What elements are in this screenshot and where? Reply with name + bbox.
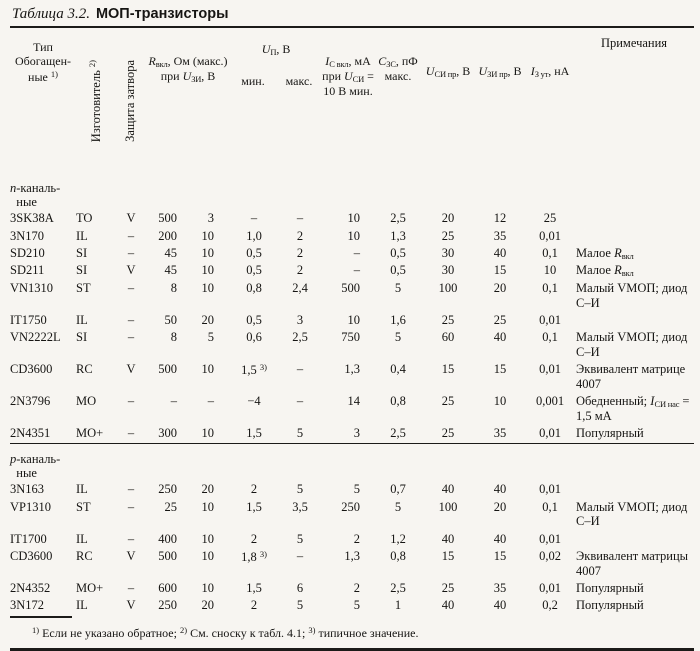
header-notes: Примечания [600, 35, 668, 50]
u-ds-max: 40 [441, 598, 455, 613]
manufacturer: IL [76, 228, 88, 243]
u-gs-value: 10 [201, 280, 214, 295]
i-d-on: 1,3 [344, 548, 361, 563]
c-gs: 1 [394, 598, 402, 613]
header-i-on: $I_{С вкл}$, мА при $U_{СИ} = 10$ В мин. [322, 53, 374, 99]
gate-protection: – [127, 426, 135, 441]
u-threshold-max: 6 [296, 580, 304, 595]
i-gate-leak: 0,1 [542, 280, 558, 295]
manufacturer: SI [76, 330, 88, 345]
u-threshold-min: 1,5 $^{3)}$ [241, 362, 267, 378]
r-on-value: 400 [158, 531, 177, 546]
r-on-value: 250 [158, 482, 177, 497]
u-threshold-min: 0,6 [246, 330, 262, 345]
gate-protection: – [127, 531, 135, 546]
u-threshold-max: – [296, 548, 304, 563]
i-gate-leak: 0,01 [539, 228, 561, 243]
section-header-row [10, 443, 694, 481]
c-gs: 1,3 [390, 228, 406, 243]
manufacturer: RC [76, 548, 93, 563]
note: Популярный [576, 598, 644, 613]
section-header-row [10, 176, 694, 211]
table-caption: Таблица 3.2. [12, 6, 90, 22]
u-threshold-min: 1,0 [246, 228, 262, 243]
u-gs-max: 40 [493, 245, 507, 260]
i-d-on: – [353, 263, 361, 278]
header-manufacturer-label: Изготовитель $^{2)}$ [87, 59, 104, 142]
i-d-on: 3 [353, 426, 361, 441]
note: Малое $R_{вкл}$ [576, 245, 634, 261]
u-gs-max: 35 [493, 580, 507, 595]
manufacturer: SI [76, 245, 88, 260]
u-threshold-min: 2 [250, 482, 258, 497]
part-number: 2N4351 [10, 426, 51, 441]
part-number: VN2222L [10, 330, 61, 345]
u-gs-max: 15 [493, 263, 507, 278]
note: Популярный [576, 426, 644, 441]
u-threshold-max: 3,5 [292, 499, 308, 514]
u-gs-max: 35 [493, 426, 507, 441]
i-gate-leak: 0,01 [539, 580, 561, 595]
r-on-value: 300 [158, 426, 177, 441]
u-gs-value: 20 [201, 598, 214, 613]
part-number: CD3600 [10, 548, 53, 563]
header-r-on: $R_{вкл}$, Ом (макс.) при $U_{ЗИ}$, В [148, 53, 228, 84]
part-number: IT1750 [10, 312, 47, 327]
r-on-value: 500 [158, 362, 177, 377]
header-type: Тип Обогащен- ные $^{1)}$ [14, 39, 71, 84]
manufacturer: ST [76, 280, 91, 295]
gate-protection: V [126, 263, 136, 278]
part-number: SD211 [10, 263, 45, 278]
c-gs: 0,5 [390, 245, 406, 260]
i-gate-leak: 0,01 [539, 426, 561, 441]
footnote: $^{1)}$ Если не указано обратное; $^{2)}$ См. сноску к табл. 4.1; $^{3)}$ типичное значение. [32, 625, 419, 641]
header-u-threshold-label: $U_П$, В [261, 41, 291, 57]
u-ds-max: 25 [441, 312, 455, 327]
header-u-threshold [230, 28, 322, 176]
u-ds-max: 20 [441, 211, 455, 226]
header-gate-protection-label: Защита затвора [123, 59, 138, 142]
i-gate-leak: 0,1 [542, 245, 558, 260]
u-gs-max: 20 [493, 280, 507, 295]
u-gs-max: 40 [493, 330, 507, 345]
u-gs-value: 10 [201, 263, 214, 278]
u-ds-max: 60 [441, 330, 455, 345]
part-number: 3N170 [10, 228, 45, 243]
u-gs-value: 20 [201, 312, 214, 327]
i-d-on: 10 [347, 312, 361, 327]
i-gate-leak: 0,1 [542, 330, 558, 345]
section-label: p-каналь- ные [10, 443, 694, 481]
c-gs: 0,5 [390, 263, 406, 278]
note [574, 228, 694, 245]
u-threshold-min: 1,5 [246, 580, 262, 595]
part-number: 2N4352 [10, 580, 51, 595]
u-ds-max: 15 [441, 548, 455, 563]
u-threshold-min: −4 [247, 394, 261, 409]
u-gs-value: 20 [201, 482, 214, 497]
c-gs: 2,5 [390, 211, 406, 226]
manufacturer: IL [76, 482, 88, 497]
c-gs: 0,4 [390, 362, 406, 377]
u-threshold-min: 2 [250, 598, 258, 613]
gate-protection: V [126, 548, 136, 563]
i-gate-leak: 0,001 [535, 394, 565, 409]
table-title-text: МОП-транзисторы [95, 6, 229, 22]
c-gs: 0,8 [390, 548, 406, 563]
manufacturer: MO+ [76, 580, 104, 595]
header-u-ds-max: $U_{СИ пр}$, В [425, 63, 471, 79]
i-d-on: 10 [347, 211, 361, 226]
u-threshold-max: 5 [296, 598, 304, 613]
u-gs-max: 35 [493, 228, 507, 243]
u-gs-value: 3 [207, 211, 214, 226]
table-row [10, 425, 694, 443]
u-threshold-min: 1,5 [246, 426, 262, 441]
table-row [10, 531, 694, 548]
manufacturer: ST [76, 499, 91, 514]
c-gs: 2,5 [390, 580, 406, 595]
u-gs-value: 10 [201, 499, 214, 514]
r-on-value: 8 [170, 330, 177, 345]
u-ds-max: 100 [438, 499, 458, 514]
i-d-on: 5 [353, 598, 361, 613]
u-threshold-max: 5 [296, 531, 304, 546]
c-gs: 5 [394, 330, 402, 345]
table-row [10, 262, 694, 280]
table-row [10, 228, 694, 245]
u-gs-max: 10 [493, 394, 507, 409]
u-threshold-max: 2,5 [292, 330, 308, 345]
i-d-on: – [353, 245, 361, 260]
gate-protection: – [127, 228, 135, 243]
header-u-threshold-max: макс. [285, 74, 313, 89]
manufacturer: IL [76, 531, 88, 546]
i-gate-leak: 0,2 [542, 598, 558, 613]
u-ds-max: 100 [438, 280, 458, 295]
c-gs: 1,2 [390, 531, 406, 546]
table-row [10, 245, 694, 263]
i-d-on: 750 [341, 330, 361, 345]
u-threshold-max: 3 [296, 312, 304, 327]
i-gate-leak: 0,1 [542, 499, 558, 514]
part-number: VP1310 [10, 499, 51, 514]
transistor-table [10, 28, 694, 615]
table-row [10, 597, 694, 614]
note [574, 210, 694, 227]
i-gate-leak: 0,02 [539, 548, 561, 563]
u-threshold-min: 0,5 [246, 263, 262, 278]
part-number: 3SK38A [10, 211, 54, 226]
r-on-value: 500 [158, 548, 177, 563]
manufacturer: MO [76, 394, 97, 409]
u-threshold-max: 2,4 [292, 280, 308, 295]
gate-protection: – [127, 330, 135, 345]
note [574, 481, 694, 498]
gate-protection: – [127, 499, 135, 514]
part-number: 3N163 [10, 482, 45, 497]
u-threshold-max: – [296, 362, 304, 377]
u-gs-max: 20 [493, 499, 507, 514]
u-threshold-min: 0,8 [246, 280, 262, 295]
u-threshold-max: – [296, 394, 304, 409]
r-on-value: 500 [158, 211, 177, 226]
u-gs-value: 10 [201, 228, 214, 243]
manufacturer: TO [76, 211, 93, 226]
u-ds-max: 30 [441, 245, 455, 260]
u-gs-max: 40 [493, 531, 507, 546]
i-d-on: 2 [353, 580, 361, 595]
i-d-on: 10 [347, 228, 361, 243]
table-title [10, 4, 694, 26]
gate-protection: V [126, 211, 136, 226]
gate-protection: – [127, 482, 135, 497]
manufacturer: IL [76, 312, 88, 327]
gate-protection: V [126, 362, 136, 377]
u-ds-max: 15 [441, 362, 455, 377]
u-gs-max: 25 [493, 312, 507, 327]
gate-protection: – [127, 245, 135, 260]
header-c-gs: $C_{ЗС}$, пФ макс. [378, 53, 418, 83]
r-on-value: 200 [158, 228, 177, 243]
u-gs-value: 10 [201, 426, 214, 441]
part-number: IT1700 [10, 531, 47, 546]
table-row [10, 210, 694, 227]
table-row [10, 361, 694, 393]
table-row [10, 312, 694, 329]
part-number: VN1310 [10, 280, 54, 295]
c-gs: 5 [394, 499, 402, 514]
u-ds-max: 25 [441, 426, 455, 441]
u-threshold-min: 0,5 [246, 245, 262, 260]
gate-protection: V [126, 598, 136, 613]
part-number: 2N3796 [10, 394, 51, 409]
note: Популярный [576, 580, 644, 595]
manufacturer: SI [76, 263, 88, 278]
r-on-value: 250 [158, 598, 177, 613]
u-threshold-max: 5 [296, 482, 304, 497]
c-gs: 0,8 [390, 394, 406, 409]
header-i-leak: $I_{З ут}$, нА [530, 63, 570, 79]
table-row [10, 329, 694, 361]
i-d-on: 1,3 [344, 362, 361, 377]
r-on-value: 45 [164, 263, 177, 278]
u-gs-value: – [207, 394, 214, 409]
u-ds-max: 25 [441, 228, 455, 243]
table-row [10, 499, 694, 531]
gate-protection: – [127, 580, 135, 595]
note: Эквивалент матрицы 4007 [576, 548, 689, 578]
u-ds-max: 30 [441, 263, 455, 278]
u-threshold-max: 2 [296, 228, 304, 243]
u-ds-max: 40 [441, 531, 455, 546]
u-gs-max: 40 [493, 482, 507, 497]
table-header [10, 28, 694, 176]
manufacturer: MO+ [76, 426, 104, 441]
i-d-on: 5 [353, 482, 361, 497]
table-row [10, 580, 694, 597]
u-threshold-minmax [230, 74, 322, 89]
u-threshold-min: 0,5 [246, 312, 262, 327]
u-threshold-min: – [250, 211, 258, 226]
gate-protection: – [127, 394, 135, 409]
u-ds-max: 25 [441, 580, 455, 595]
header-u-threshold-min: мин. [241, 74, 265, 89]
i-d-on: 2 [353, 531, 361, 546]
section-label: n-каналь- ные [10, 180, 61, 209]
u-threshold-min: 2 [250, 531, 258, 546]
i-d-on: 500 [341, 280, 361, 295]
r-on-value: 45 [164, 245, 177, 260]
manufacturer: IL [76, 598, 88, 613]
u-threshold-max: 2 [296, 245, 304, 260]
r-on-value: 600 [158, 580, 177, 595]
i-gate-leak: 10 [543, 263, 557, 278]
header-manufacturer [76, 28, 116, 176]
note: Малое $R_{вкл}$ [576, 263, 634, 279]
note [574, 531, 694, 548]
part-number: 3N172 [10, 598, 45, 613]
note: Малый VМОП; диод С–И [576, 330, 688, 359]
table-body [10, 176, 694, 615]
c-gs: 0,7 [390, 482, 406, 497]
c-gs: 1,6 [390, 312, 406, 327]
note: Обедненный; $I_{СИ нас} = 1,5$ мА [576, 394, 690, 424]
i-gate-leak: 25 [543, 211, 557, 226]
c-gs: 2,5 [390, 426, 406, 441]
u-ds-max: 40 [441, 482, 455, 497]
u-threshold-min: 1,8 $^{3)}$ [241, 548, 267, 564]
part-number: SD210 [10, 245, 45, 260]
u-ds-max: 25 [441, 394, 455, 409]
r-on-value: 50 [164, 312, 177, 327]
table-row [10, 393, 694, 425]
u-gs-value: 10 [201, 531, 214, 546]
u-threshold-min: 1,5 [246, 499, 262, 514]
u-threshold-max: 2 [296, 263, 304, 278]
i-gate-leak: 0,01 [539, 482, 561, 497]
gate-protection: – [127, 280, 135, 295]
i-gate-leak: 0,01 [539, 312, 561, 327]
gate-protection: – [127, 312, 135, 327]
r-on-value: – [170, 394, 177, 409]
u-gs-value: 10 [201, 245, 214, 260]
header-u-gs-max: $U_{ЗИ пр}$, В [478, 63, 522, 79]
note: Малый VМОП; диод С–И [576, 280, 688, 310]
u-threshold-max: 5 [296, 426, 304, 441]
table-row [10, 280, 694, 312]
note: Эквивалент матрице 4007 [576, 362, 686, 391]
u-gs-max: 12 [493, 211, 507, 226]
u-gs-value: 10 [201, 362, 214, 377]
note: Малый VМОП; диод С–И [576, 499, 688, 529]
table-row [10, 481, 694, 498]
i-gate-leak: 0,01 [539, 362, 561, 377]
manufacturer: RC [76, 362, 93, 377]
u-gs-value: 5 [207, 330, 214, 345]
c-gs: 5 [394, 280, 402, 295]
table-end-rule [10, 616, 72, 618]
u-gs-value: 10 [201, 548, 214, 563]
u-gs-max: 15 [493, 548, 507, 563]
u-gs-max: 40 [493, 598, 507, 613]
table-row [10, 548, 694, 580]
page-bottom-rule [10, 648, 694, 651]
u-gs-max: 15 [493, 362, 507, 377]
r-on-value: 8 [170, 280, 177, 295]
part-number: CD3600 [10, 362, 53, 377]
r-on-value: 25 [164, 499, 177, 514]
header-gate-protection [116, 28, 146, 176]
u-gs-value: 10 [201, 580, 214, 595]
i-d-on: 14 [347, 394, 361, 409]
i-d-on: 250 [341, 499, 361, 514]
u-threshold-max: – [296, 211, 304, 226]
note [574, 312, 694, 329]
i-gate-leak: 0,01 [539, 531, 561, 546]
